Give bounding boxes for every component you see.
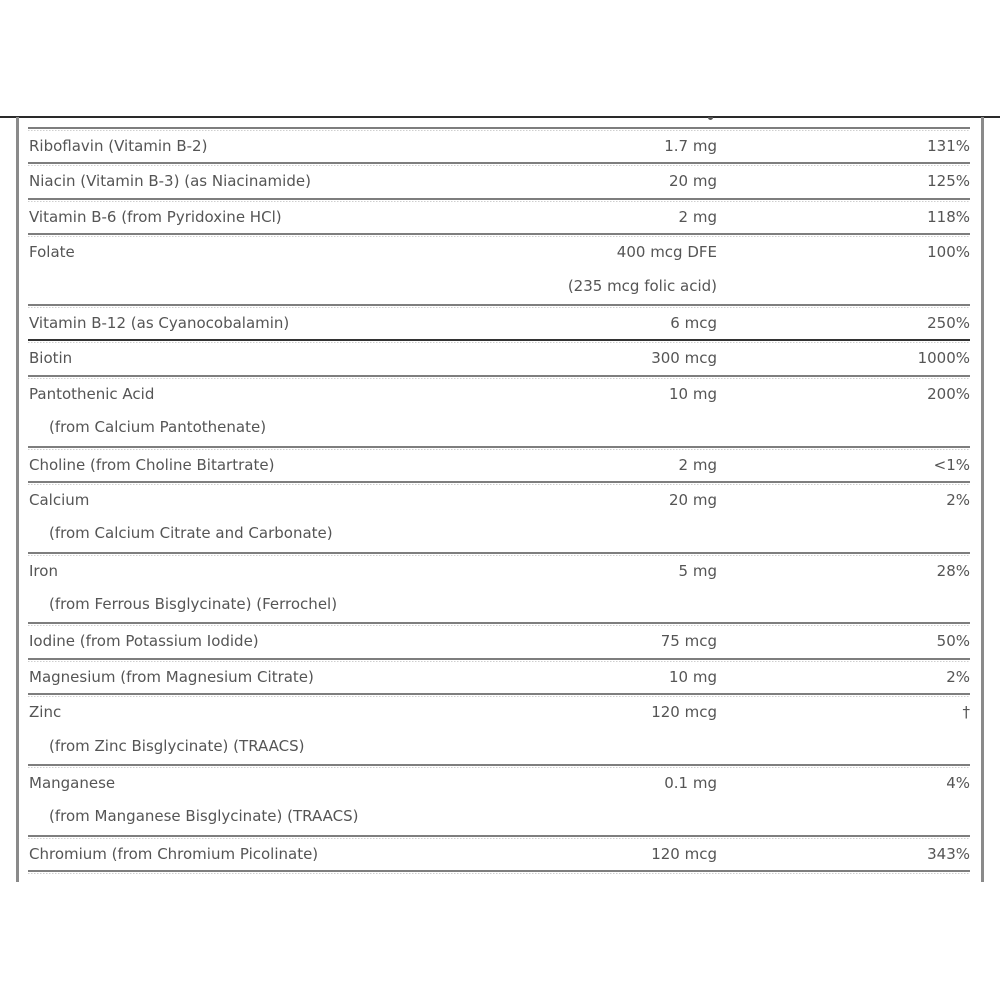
nutrient-row-niacin <box>28 164 970 197</box>
nutrient-row-vitamin-b12 <box>28 306 970 339</box>
nutrient-daily-value: 131% <box>927 137 970 155</box>
nutrient-amount: 300 mcg <box>651 349 717 368</box>
nutrient-daily-value: 2% <box>946 490 970 509</box>
nutrient-amount: 20 mg <box>669 490 717 509</box>
nutrient-row-riboflavin <box>28 129 970 162</box>
nutrient-source: (from Zinc Bisglycinate) (TRAACS) <box>49 736 305 755</box>
nutrient-amount: 10 mg <box>669 384 717 403</box>
nutrient-name: Magnesium (from Magnesium Citrate) <box>29 667 314 686</box>
nutrient-name: Zinc <box>29 703 62 722</box>
nutrient-name: Biotin <box>29 349 73 368</box>
nutrient-row-biotin <box>28 341 970 374</box>
nutrient-amount: 0.1 mg <box>664 774 717 793</box>
nutrient-row-iron <box>28 554 970 623</box>
nutrient-name: Manganese <box>29 774 116 793</box>
top-rule <box>0 116 1000 118</box>
supplement-facts-table <box>28 127 970 872</box>
nutrient-row-pantothenic-acid <box>28 377 970 446</box>
clipped-glyph <box>708 117 713 120</box>
nutrient-row-choline <box>28 448 970 481</box>
nutrient-name: Chromium (from Chromium Picolinate) <box>29 844 319 863</box>
nutrient-name: Iron <box>29 561 58 580</box>
nutrient-amount: 1.7 mg <box>664 137 717 155</box>
frame-left-border <box>16 117 19 882</box>
frame-right-border <box>981 117 984 882</box>
nutrient-source: (from Ferrous Bisglycinate) (Ferrochel) <box>49 595 338 614</box>
row-divider <box>28 870 970 872</box>
nutrient-name: Niacin (Vitamin B-3) (as Niacinamide) <box>29 172 311 191</box>
nutrient-row-magnesium <box>28 660 970 693</box>
nutrient-daily-value: 343% <box>927 844 970 863</box>
nutrient-name: Vitamin B-12 (as Cyanocobalamin) <box>29 313 290 332</box>
nutrient-daily-value: 118% <box>927 207 970 226</box>
nutrient-name: Choline (from Choline Bitartrate) <box>29 455 275 474</box>
nutrient-amount: 2 mg <box>678 207 717 226</box>
nutrient-amount: 6 mcg <box>670 313 717 332</box>
nutrient-amount: 10 mg <box>669 667 717 686</box>
nutrient-row-chromium <box>28 837 970 870</box>
nutrient-name: Pantothenic Acid <box>29 384 155 403</box>
nutrient-amount: 5 mg <box>678 561 717 580</box>
nutrient-source: (from Calcium Citrate and Carbonate) <box>49 524 333 543</box>
nutrient-amount-note: (235 mcg folic acid) <box>567 276 717 295</box>
nutrient-daily-value: 1000% <box>917 349 970 368</box>
nutrient-name: Iodine (from Potassium Iodide) <box>29 632 259 651</box>
nutrient-amount: 75 mcg <box>660 632 717 651</box>
nutrient-amount: 120 mcg <box>651 844 717 863</box>
nutrient-daily-value: 125% <box>927 172 970 191</box>
nutrient-amount: 120 mcg <box>651 703 717 722</box>
nutrient-amount: 400 mcg DFE <box>616 243 717 262</box>
nutrient-name: Calcium <box>29 490 90 509</box>
nutrient-daily-value: 100% <box>927 243 970 262</box>
nutrient-source: (from Calcium Pantothenate) <box>49 418 267 437</box>
nutrient-amount: 2 mg <box>678 455 717 474</box>
nutrient-daily-value: 28% <box>936 561 970 580</box>
nutrient-row-zinc <box>28 695 970 764</box>
nutrient-row-vitamin-b6 <box>28 200 970 233</box>
nutrient-daily-value: 2% <box>946 667 970 686</box>
nutrient-daily-value: 200% <box>927 384 970 403</box>
nutrient-daily-value: <1% <box>933 455 970 474</box>
nutrient-name: Riboflavin (Vitamin B-2) <box>29 137 208 155</box>
nutrient-daily-value: 4% <box>946 774 970 793</box>
nutrient-source: (from Manganese Bisglycinate) (TRAACS) <box>49 807 359 826</box>
nutrient-name: Vitamin B-6 (from Pyridoxine HCl) <box>29 207 282 226</box>
nutrient-name: Folate <box>29 243 75 262</box>
nutrient-amount: 20 mg <box>669 172 717 191</box>
nutrient-row-folate <box>28 235 970 304</box>
nutrient-daily-value: 250% <box>927 313 970 332</box>
nutrient-daily-value: 50% <box>936 632 970 651</box>
nutrient-row-iodine <box>28 624 970 657</box>
nutrient-row-calcium <box>28 483 970 552</box>
nutrient-row-manganese <box>28 766 970 835</box>
nutrient-daily-value: † <box>962 703 970 722</box>
